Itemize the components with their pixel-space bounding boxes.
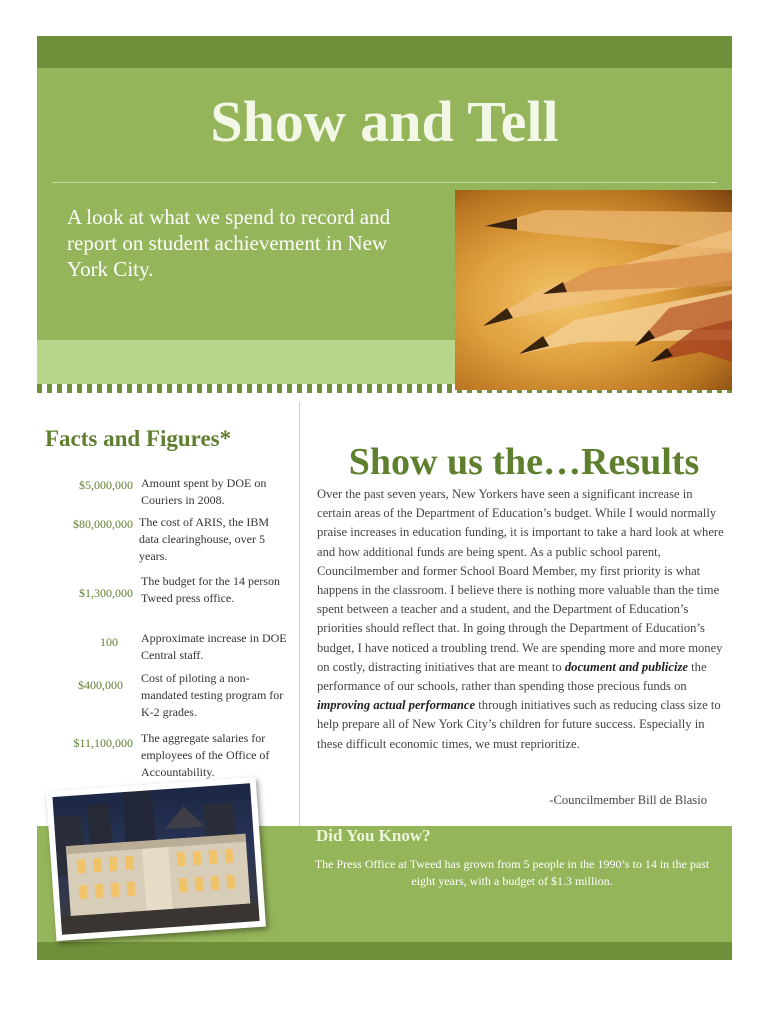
article-text: Over the past seven years, New Yorkers have seen a significant increase in certain areas of the Department of Education’s budget. While I would normally praise increases in education funding, it is important to take a hard look at where and how additional funds are being spent. As a public school parent, Councilmember and former School Board Member, my first priority is what happens in the classroom. I believe there is nothing more valuable than the time spent between a teacher and a student, and the Department of Education’s priorities should reflect that. In going through the Department of Education’s budget, I have noticed a troubling trend. We are spending more and more money on costly, distracting initiatives that are meant to: [317, 487, 724, 674]
column-divider: [299, 402, 300, 826]
article-text: through initiatives such as reducing class size to help prepare all of New York City’s children for future success. Especially in these difficult economic times, we must reprioritize.: [317, 698, 721, 751]
fact-description: Approximate increase in DOE Central staff.: [141, 631, 287, 662]
top-strip: [37, 36, 732, 68]
pencils-photo: [455, 190, 732, 390]
fact-amount: $5,000,000: [79, 478, 133, 492]
article-signature: -Councilmember Bill de Blasio: [549, 793, 707, 807]
article-text: the performance of our schools, rather than spending those precious funds on: [317, 659, 707, 694]
did-you-know-heading: Did You Know?: [316, 826, 431, 845]
fact-description: The budget for the 14 person Tweed press office.: [141, 574, 280, 605]
fact-description: Amount spent by DOE on Couriers in 2008.: [141, 476, 267, 507]
fact-amount: $1,300,000: [79, 586, 133, 600]
fact-amount: $11,100,000: [73, 736, 133, 750]
article-body: [317, 485, 729, 754]
page-subtitle: A look at what we spend to record and report on student achievement in New York City.: [67, 205, 391, 281]
bottom-strip: [37, 942, 732, 960]
fact-description: The cost of ARIS, the IBM data clearinghouse, over 5 years.: [139, 515, 269, 563]
article-heading: Show us the…Results: [348, 441, 700, 483]
facts-heading: Facts and Figures*: [45, 426, 232, 451]
title-divider: [52, 182, 717, 183]
fact-amount: $400,000: [78, 678, 123, 692]
article-emphasis: improving actual performance: [317, 698, 476, 713]
header-light-band: [37, 340, 455, 384]
fact-description: Cost of piloting a non-mandated testing program for K-2 grades.: [141, 671, 284, 719]
building-dome: [163, 805, 204, 830]
fact-amount: 100: [100, 635, 118, 649]
fact-description: The aggregate salaries for employees of the Office of Accountability.: [141, 731, 270, 779]
did-you-know-text: The Press Office at Tweed has grown from 5 people in the 1990’s to 14 in the past eight years, with a budget of $1.3 million.: [314, 857, 710, 888]
article-emphasis: document and publicize: [564, 659, 689, 674]
fact-amount: $80,000,000: [73, 517, 133, 531]
building-photo: [46, 777, 266, 941]
building-portico: [142, 847, 172, 911]
building-photo-image: [52, 783, 259, 934]
newsletter-page: [37, 36, 732, 960]
pencil-shape-3: [543, 252, 732, 294]
page-title: Show and Tell: [210, 89, 559, 154]
